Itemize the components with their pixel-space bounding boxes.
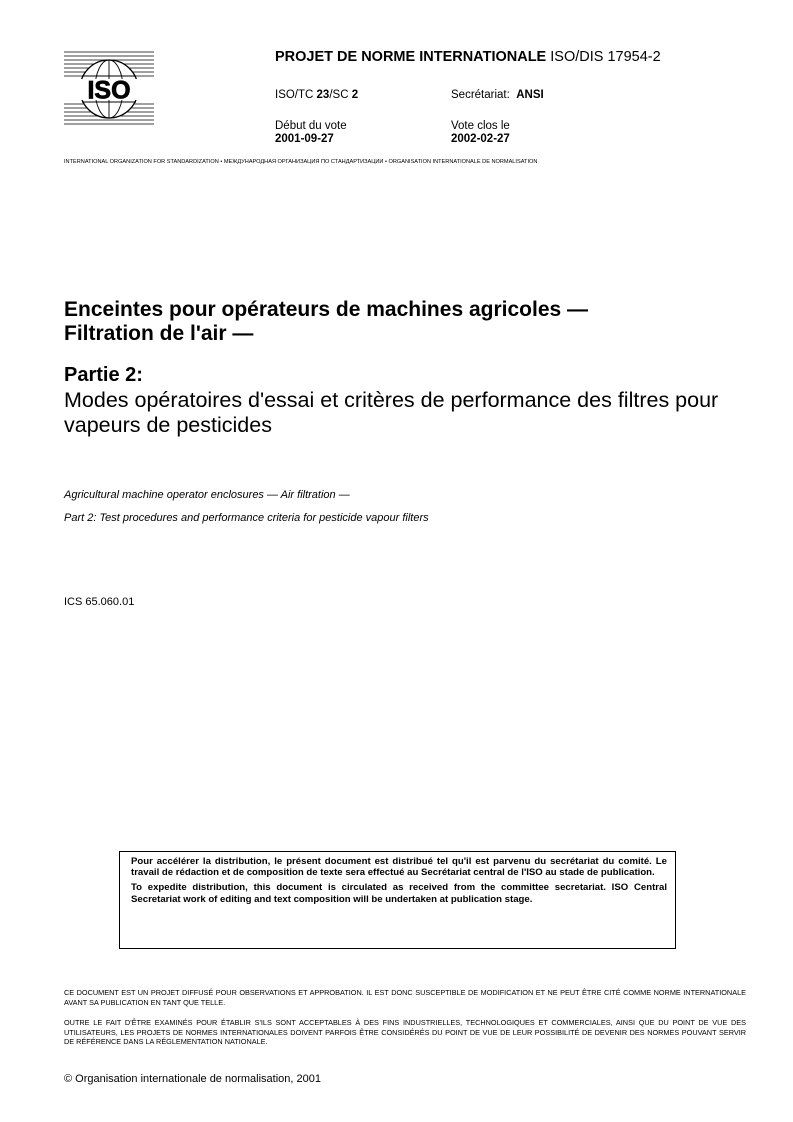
footer-disclaimer-2: OUTRE LE FAIT D'ÊTRE EXAMINÉS POUR ÉTABLIR S'ILS SONT ACCEPTABLES À DES FINS INDUSTRIELLES, TECHNOLOGIQUES ET COMMERCIALES, AINSI QUE DU POINT DE VUE DES UTILISATEURS, LES PROJETS DE NORMES INTERNATIONALES DOIVENT PARFOIS ÊTRE CONSIDÉRÉS DU POINT DE VUE DE LEUR POSSIBILITÉ DE DEVENIR DES NORMES POUVANT SERVIR DE RÉFÉRENCE DANS LA RÉGLEMENTATION NATIONALE. [64,1018,746,1047]
part-label: Partie 2: [64,364,143,386]
title-en-line1: Agricultural machine operator enclosures — Air filtration — [64,489,350,501]
footer-disclaimer-1: CE DOCUMENT EST UN PROJET DIFFUSÉ POUR OBSERVATIONS ET APPROBATION. IL EST DONC SUSCEPTIBLE DE MODIFICATION ET NE PEUT ÊTRE CITÉ COMME NORME INTERNATIONALE AVANT SA PUBLICATION EN TANT QUE TELLE. [64,988,746,1007]
document-type: PROJET DE NORME INTERNATIONALE [275,49,547,65]
ics-code: ICS 65.060.01 [64,596,135,608]
secretariat-label: Secrétariat: [451,89,510,101]
document-type-title [275,49,661,65]
secretariat-value: ANSI [516,89,544,101]
secretariat [451,89,544,101]
copyright: © Organisation internationale de normalisation, 2001 [64,1073,321,1085]
iso-logo [64,50,154,128]
notice-en: To expedite distribution, this document is circulated as received from the committee secretariat. ISO Central Secretariat work of editing and text composition will be undertaken at publication stage. [131,882,667,905]
title-en-line2: Part 2: Test procedures and performance criteria for pesticide vapour filters [64,512,429,524]
title-fr-line1: Enceintes pour opérateurs de machines agricoles — [64,298,589,321]
document-reference: ISO/DIS 17954-2 [550,49,661,65]
document-title-fr [64,298,754,346]
vote-start-date: 2001-09-27 [275,133,334,145]
vote-end-label: Vote clos le [451,120,510,132]
vote-start-label: Début du vote [275,120,347,132]
organization-line: INTERNATIONAL ORGANIZATION FOR STANDARDIZATION • МЕЖДУНАРОДНАЯ ОРГАНИЗАЦИЯ ПО СТАНДАРТИЗАЦИИ • ORGANISATION INTERNATIONALE DE NORMALISATION [64,159,538,165]
iso-logo-text: ISO [87,76,131,105]
notice-fr: Pour accélérer la distribution, le présent document est distribué tel qu'il est parvenu du secrétariat du comité. Le travail de rédaction et de composition de texte sera effectué au Secrétariat central de l'ISO au stade de publication. [131,856,667,879]
vote-end-date: 2002-02-27 [451,133,510,145]
title-fr-line2: Filtration de l'air — [64,322,254,345]
distribution-notice [119,851,676,949]
part-title: Modes opératoires d'essai et critères de performance des filtres pour vapeurs de pesticides [64,388,719,437]
committee: ISO/TC 23/SC 2 [275,89,359,101]
